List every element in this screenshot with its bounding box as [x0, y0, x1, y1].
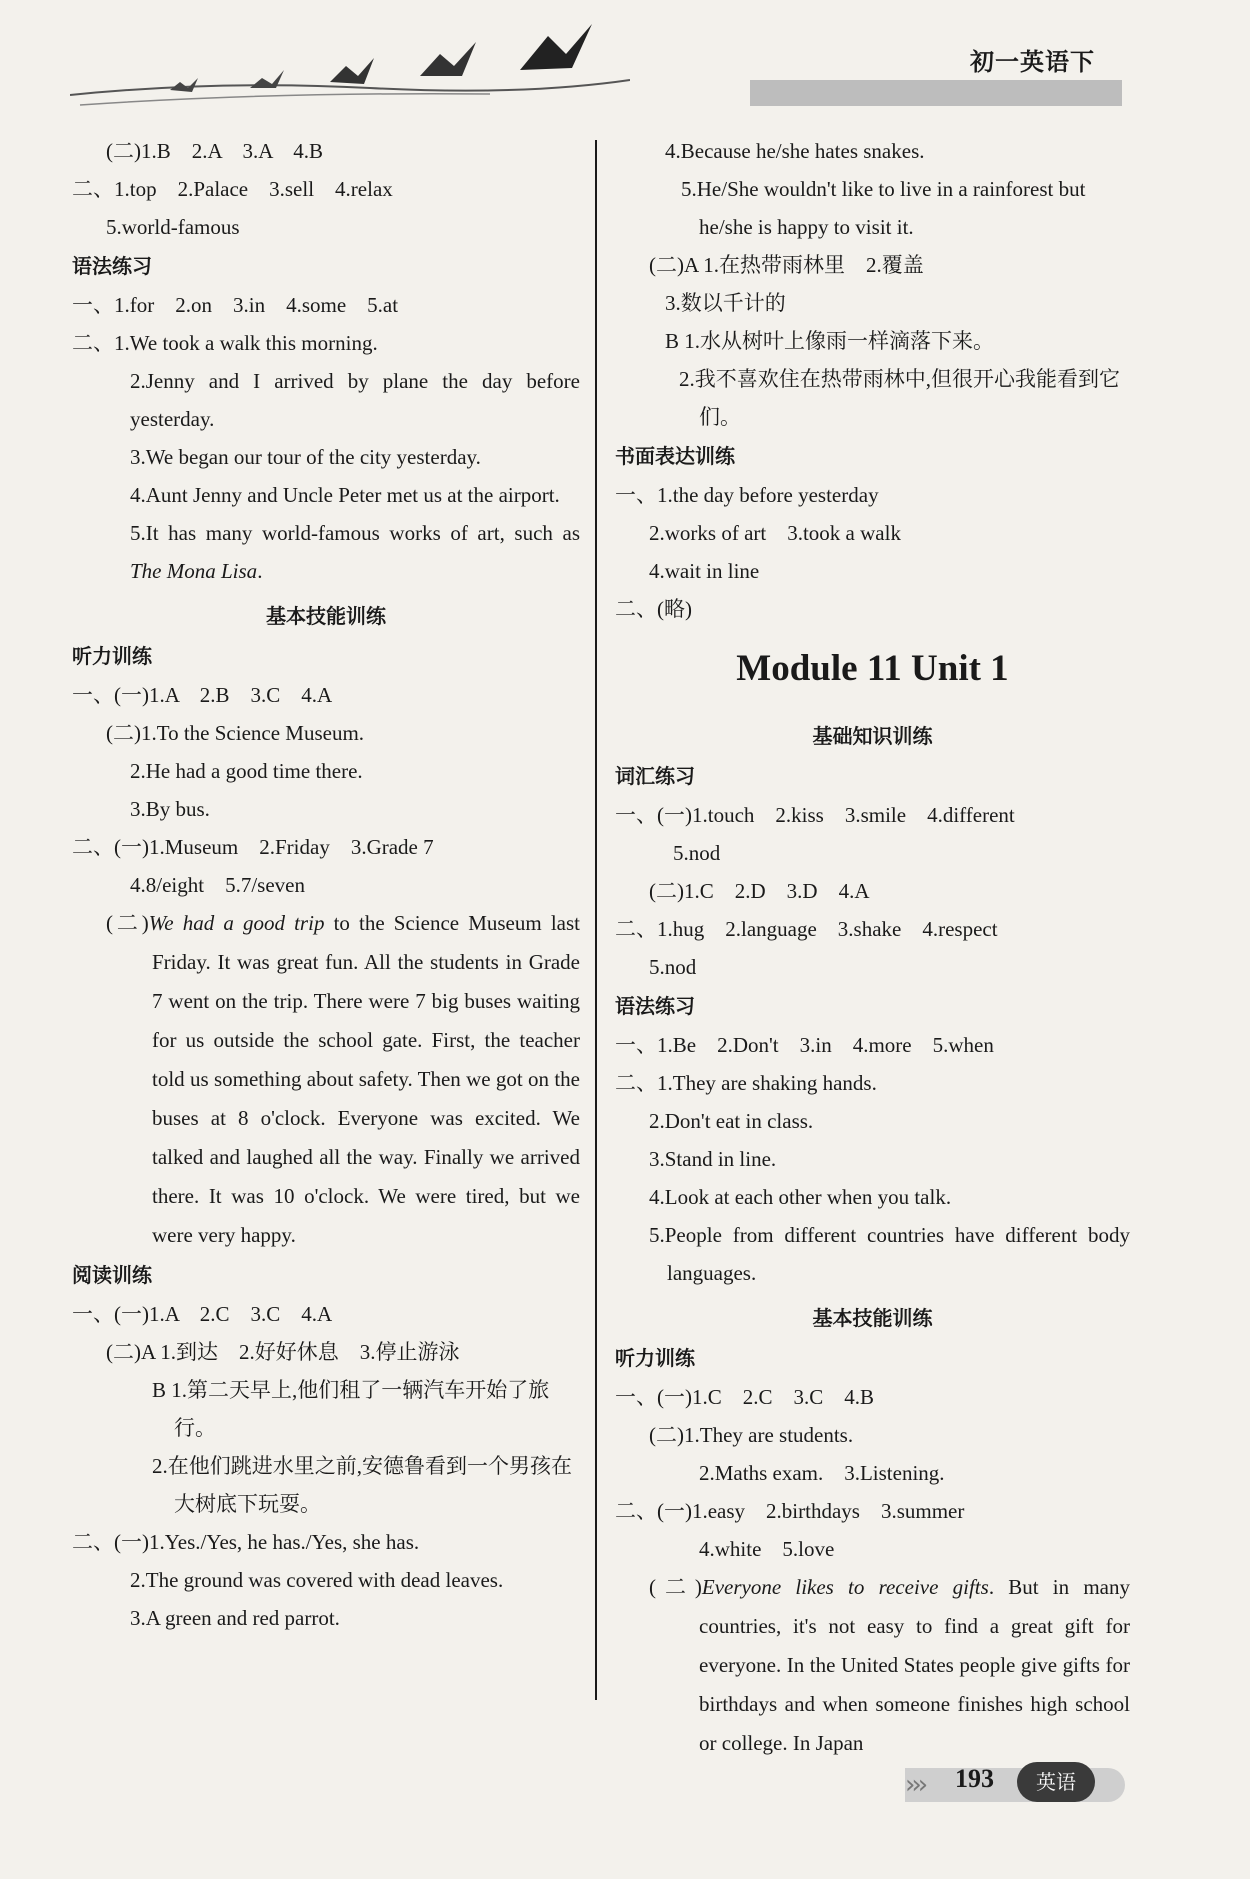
left-column — [72, 132, 580, 1637]
page-footer — [905, 1762, 1135, 1806]
answer-line: (二)1.To the Science Museum. — [106, 721, 365, 745]
answer-line: 2.Maths exam. 3.Listening. — [699, 1461, 945, 1485]
answer-line: 2.Jenny and I arrived by plane the day before yesterday. — [130, 369, 580, 431]
answer-line: 2.He had a good time there. — [130, 759, 363, 783]
answer-line: 二、1.They are shaking hands. — [615, 1071, 877, 1095]
answer-line: 5.nod — [673, 841, 721, 865]
answer-line: 一、(一)1.C 2.C 3.C 4.B — [615, 1385, 875, 1409]
answer-text: . But in many countries, it's not easy to find a great gift for everyone. In the United States people give gifts for birthdays and when someone finishes high school or college. In Japan — [699, 1575, 1130, 1755]
answer-text: 5.It has many world-famous works of art, such as — [130, 521, 580, 545]
answer-line: 3.数以千计的 — [665, 291, 786, 315]
answer-line: 4.white 5.love — [699, 1537, 835, 1561]
answer-line: 5.world-famous — [106, 215, 240, 239]
answer-line: 一、(一)1.touch 2.kiss 3.smile 4.different — [615, 803, 1015, 827]
flying-birds-decoration — [70, 10, 630, 110]
answer-text: . — [257, 559, 263, 583]
section-heading-skills: 基本技能训练 — [266, 604, 386, 628]
answer-line: 一、1.the day before yesterday — [615, 483, 879, 507]
answer-line: (二)A 1.在热带雨林里 2.覆盖 — [649, 253, 924, 277]
answer-line: B 1.第二天早上,他们租了一辆汽车开始了旅行。 — [152, 1378, 550, 1440]
answer-line: 5.nod — [649, 955, 697, 979]
answer-line: 2.works of art 3.took a walk — [649, 521, 901, 545]
right-column — [615, 132, 1130, 1763]
chevron-right-icon: ››› — [905, 1770, 925, 1800]
answer-line: 二、1.We took a walk this morning. — [72, 331, 378, 355]
answer-line: 4.wait in line — [649, 559, 760, 583]
answer-line: 二、(一)1.Yes./Yes, he has./Yes, she has. — [72, 1530, 420, 1554]
answer-line: 5.He/She wouldn't like to live in a rainforest but he/she is happy to visit it. — [681, 177, 1086, 239]
answer-line: 二、(一)1.Museum 2.Friday 3.Grade 7 — [72, 835, 434, 859]
answer-line: (二)1.They are students. — [649, 1423, 854, 1447]
section-heading-grammar: 语法练习 — [615, 994, 695, 1018]
answer-line: 一、(一)1.A 2.B 3.C 4.A — [72, 683, 333, 707]
section-heading-grammar: 语法练习 — [72, 254, 152, 278]
answer-line: 3.We began our tour of the city yesterday. — [130, 445, 481, 469]
column-divider — [595, 140, 597, 1700]
section-heading-skills: 基本技能训练 — [812, 1306, 933, 1330]
answer-line: (二)A 1.到达 2.好好休息 3.停止游泳 — [106, 1340, 460, 1364]
answer-line: 5.People from different countries have different body languages. — [649, 1223, 1130, 1285]
section-heading-listening: 听力训练 — [615, 1346, 695, 1370]
answer-line: 4.Look at each other when you talk. — [649, 1185, 952, 1209]
section-heading-listening: 听力训练 — [72, 644, 152, 668]
answer-line: 3.A green and red parrot. — [130, 1606, 340, 1630]
page-header — [0, 0, 1250, 115]
answer-line: 二、(一)1.easy 2.birthdays 3.summer — [615, 1499, 965, 1523]
answer-line: 4.Because he/she hates snakes. — [665, 139, 925, 163]
answer-line: 一、1.for 2.on 3.in 4.some 5.at — [72, 293, 399, 317]
transcript-paragraph — [615, 1568, 1130, 1763]
answer-line: 2.我不喜欢住在热带雨林中,但很开心我能看到它们。 — [679, 367, 1120, 429]
answer-label: (二) — [106, 911, 149, 935]
page-number: 193 — [955, 1764, 994, 1793]
answer-line: 二、(略) — [615, 597, 692, 621]
section-heading-basic: 基础知识训练 — [812, 724, 933, 748]
answer-line: (二)1.B 2.A 3.A 4.B — [106, 139, 324, 163]
answer-line: (二)1.C 2.D 3.D 4.A — [649, 879, 870, 903]
answer-line: 2.The ground was covered with dead leaves. — [130, 1568, 504, 1592]
answer-line — [72, 514, 580, 590]
header-title: 初一英语下 — [970, 48, 1095, 76]
answer-line: 二、1.top 2.Palace 3.sell 4.relax — [72, 177, 393, 201]
answer-italic: The Mona Lisa — [130, 559, 258, 583]
section-heading-vocabulary: 词汇练习 — [615, 764, 695, 788]
answer-label: (二) — [649, 1575, 702, 1599]
answer-line: B 1.水从树叶上像雨一样滴落下来。 — [665, 329, 995, 353]
answer-line: 2.Don't eat in class. — [649, 1109, 814, 1133]
subject-badge: 英语 — [1017, 1762, 1095, 1802]
answer-text: to the Science Museum last Friday. It was great fun. All the students in Grade 7 went on the trip. There were 7 big buses waiting for us outside the school gate. First, the teacher told us something about safety. Then we got on the buses at 8 o'clock. Everyone was excited. We talked and laughed all the way. Finally we arrived there. It was 10 o'clock. We were tired, but we were very happy. — [152, 911, 580, 1247]
answer-line: 二、1.hug 2.language 3.shake 4.respect — [615, 917, 998, 941]
section-heading-reading: 阅读训练 — [72, 1263, 152, 1287]
module-title: Module 11 Unit 1 — [736, 648, 1009, 689]
answer-line: 一、1.Be 2.Don't 3.in 4.more 5.when — [615, 1033, 994, 1057]
section-heading-writing: 书面表达训练 — [615, 444, 735, 468]
answer-line: 2.在他们跳进水里之前,安德鲁看到一个男孩在大树底下玩耍。 — [152, 1454, 572, 1516]
answer-italic: We had a good trip — [148, 911, 325, 935]
answer-italic: Everyone likes to receive gifts — [701, 1575, 989, 1599]
answer-line: 3.By bus. — [130, 797, 210, 821]
header-bar — [750, 80, 1122, 106]
answer-line: 3.Stand in line. — [649, 1147, 777, 1171]
answer-line: 4.8/eight 5.7/seven — [130, 873, 305, 897]
answer-line: 一、(一)1.A 2.C 3.C 4.A — [72, 1302, 333, 1326]
answer-line: 4.Aunt Jenny and Uncle Peter met us at the airport. — [130, 483, 560, 507]
transcript-paragraph — [72, 904, 580, 1255]
